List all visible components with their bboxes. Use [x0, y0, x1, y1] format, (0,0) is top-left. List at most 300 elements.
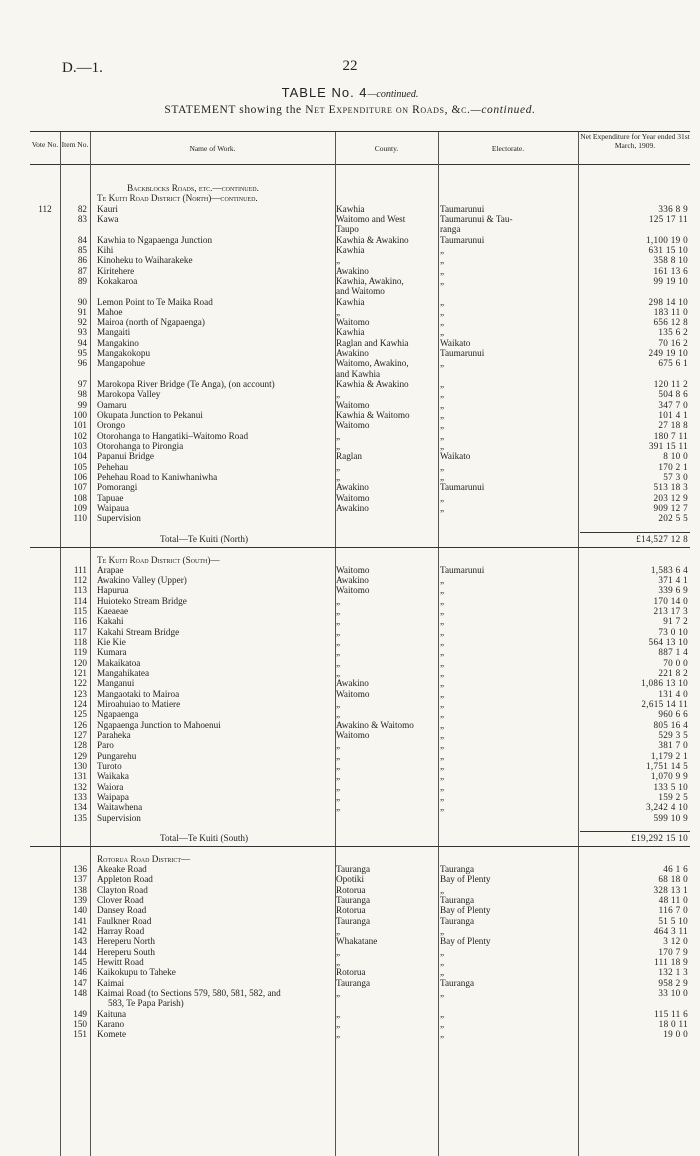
column-header-county: County.: [374, 144, 399, 153]
county-cell: and Waitomo: [336, 286, 385, 297]
table-row: [30, 462, 690, 472]
amount-cell: 1,086 13 10: [641, 678, 688, 689]
county-cell: Rotorua: [336, 967, 366, 978]
amount-cell: 135 6 2: [658, 327, 688, 338]
statement-continued: —continued.: [470, 104, 536, 116]
county-cell: Opotiki: [336, 874, 365, 885]
electorate-cell: „: [440, 461, 445, 472]
amount-cell: 464 3 11: [653, 926, 688, 937]
amount-cell: 564 13 10: [648, 637, 688, 648]
work-name: Komete: [97, 1029, 127, 1040]
table-row: [30, 864, 690, 874]
county-cell: Kawhia: [336, 327, 365, 338]
county-cell: „: [336, 1029, 341, 1040]
electorate-cell: „: [440, 926, 445, 937]
county-cell: Rotorua: [336, 884, 366, 895]
table-row: [30, 389, 690, 399]
county-cell: „: [336, 987, 341, 998]
electorate-cell: „: [440, 471, 445, 482]
item-number: 141: [73, 915, 87, 926]
work-name: Kakahi: [97, 616, 124, 627]
electorate-cell: „: [440, 255, 445, 266]
table-row: [30, 214, 690, 224]
county-cell: „: [336, 791, 341, 802]
amount-cell: 2,615 14 11: [641, 699, 688, 709]
work-name: Manganui: [97, 678, 135, 689]
table-row: [30, 678, 690, 688]
county-cell: Rotorua: [336, 905, 366, 916]
work-name: Hereperu South: [97, 946, 155, 957]
electorate-cell: Waikato: [440, 337, 471, 348]
electorate-cell: „: [440, 678, 445, 689]
work-name: Kaeaeae: [97, 606, 129, 617]
county-cell: „: [336, 657, 341, 668]
item-number: 111: [73, 564, 87, 575]
electorate-cell: „: [440, 585, 445, 596]
electorate-cell: „: [440, 492, 445, 503]
item-number: 91: [77, 306, 87, 317]
section-heading-row: [30, 854, 690, 864]
county-cell: Kawhia: [336, 203, 365, 214]
county-cell: „: [336, 1018, 341, 1029]
amount-cell: 111 18 9: [654, 957, 688, 967]
work-name: Paraheka: [97, 729, 131, 740]
work-name: Kumara: [97, 647, 127, 658]
amount-cell: 960 6 6: [658, 709, 688, 720]
amount-cell: 887 1 4: [658, 647, 688, 658]
table-row: [30, 843, 690, 853]
table-row: [30, 947, 690, 957]
amount-cell: 347 7 0: [658, 399, 688, 410]
item-number: 136: [73, 864, 87, 875]
work-name: Pungarehu: [97, 750, 137, 761]
work-name: Mangakino: [97, 337, 139, 348]
electorate-cell: Tauranga: [440, 895, 475, 906]
item-number: 125: [73, 709, 87, 720]
amount-cell: 656 12 8: [653, 317, 688, 328]
work-name: Waipaua: [97, 502, 129, 513]
work-name: Tapuae: [97, 492, 124, 503]
table-row: [30, 905, 690, 915]
item-number: 90: [77, 296, 87, 307]
work-name: Turoto: [97, 760, 122, 771]
work-name: Arapae: [97, 564, 124, 575]
electorate-cell: „: [440, 1018, 445, 1029]
item-number: 85: [77, 244, 87, 255]
table-row: [30, 730, 690, 740]
county-cell: Raglan and Kawhia: [336, 337, 409, 348]
table-title-continued: —continued.: [367, 89, 419, 100]
table-row: [30, 978, 690, 988]
work-name: Oamaru: [97, 399, 127, 410]
amount-cell: 133 5 10: [653, 781, 688, 792]
item-number: 84: [77, 234, 87, 245]
work-name: Hewitt Road: [97, 957, 144, 967]
table-row: [30, 926, 690, 936]
table-row: [30, 637, 690, 647]
item-number: 147: [73, 977, 87, 988]
county-cell: „: [336, 637, 341, 648]
work-name: Otorohanga to Pirongia: [97, 441, 184, 451]
amount-cell: 101 4 1: [658, 410, 688, 421]
table-row: [30, 317, 690, 327]
table-title: [0, 85, 700, 100]
amount-cell: 120 11 2: [653, 379, 688, 390]
work-name: Pehehau: [97, 461, 129, 472]
section-heading-row: [30, 193, 690, 203]
work-name: 583, Te Papa Parish): [108, 998, 184, 1009]
county-cell: Waitomo: [336, 420, 370, 431]
section-heading: Rotorua Road District—: [97, 853, 191, 864]
total-label: Total—Te Kuiti (North): [160, 533, 249, 544]
section-heading: Te Kuiti Road District (South)—: [97, 554, 220, 565]
item-number: 87: [77, 265, 87, 276]
amount-cell: 958 2 9: [658, 977, 688, 988]
work-name: Okupata Junction to Pekanui: [97, 410, 203, 421]
electorate-cell: „: [440, 699, 445, 709]
table-row: [30, 709, 690, 719]
item-number: 148: [73, 987, 87, 998]
table-row: [30, 235, 690, 245]
county-cell: „: [336, 389, 341, 400]
item-number: 121: [73, 668, 87, 679]
electorate-cell: „: [440, 1029, 445, 1040]
column-header-vote: Vote No.: [31, 140, 59, 149]
item-number: 149: [73, 1008, 87, 1019]
electorate-cell: „: [440, 420, 445, 431]
table-row: [30, 792, 690, 802]
item-number: 105: [73, 461, 87, 472]
county-cell: Awakino: [336, 502, 369, 513]
amount-cell: 91 7 2: [663, 616, 688, 627]
work-name: Kinoheku to Waiharakeke: [97, 255, 193, 266]
item-number: 110: [73, 513, 87, 524]
work-name: Kaimai Road (to Sections 579, 580, 581, 582, and: [97, 987, 281, 998]
electorate-cell: „: [440, 626, 445, 637]
electorate-cell: „: [440, 399, 445, 410]
statement-prefix: STATEMENT showing the: [164, 104, 302, 116]
total-row: [30, 833, 690, 843]
amount-cell: 180 7 11: [653, 430, 688, 441]
work-name: Otorohanga to Hangatiki–Waitomo Road: [97, 430, 249, 441]
work-name: Kawhia to Ngapaenga Junction: [97, 234, 213, 245]
item-number: 129: [73, 750, 87, 761]
electorate-cell: „: [440, 967, 445, 978]
county-cell: Tauranga: [336, 977, 371, 988]
county-cell: Taupo: [336, 224, 359, 235]
section-heading: Backblocks Roads, etc.—continued.: [127, 183, 259, 193]
county-cell: Waitomo: [336, 585, 370, 596]
column-header-name: Name of Work.: [189, 144, 236, 153]
item-number: 151: [73, 1029, 87, 1040]
county-cell: „: [336, 760, 341, 771]
table-row: [30, 276, 690, 286]
item-number: 137: [73, 874, 87, 885]
table-row: [30, 771, 690, 781]
table-row: [30, 761, 690, 771]
table-row: [30, 297, 690, 307]
work-name: Makaikatoa: [97, 657, 141, 668]
work-name: Awakino Valley (Upper): [97, 575, 187, 586]
item-number: 104: [73, 451, 87, 462]
county-cell: Kawhia: [336, 296, 365, 307]
work-name: Karano: [97, 1018, 125, 1029]
item-number: 120: [73, 657, 87, 668]
amount-cell: 170 14 0: [653, 595, 688, 606]
work-name: Kiritehere: [97, 265, 135, 276]
table-row: [30, 751, 690, 761]
amount-cell: 70 16 2: [658, 337, 688, 348]
electorate-cell: Taumarunui: [440, 348, 485, 359]
work-name: Waipapa: [97, 791, 129, 802]
electorate-cell: „: [440, 884, 445, 895]
electorate-cell: „: [440, 657, 445, 668]
table-row: [30, 1029, 690, 1039]
table-row: [30, 967, 690, 977]
electorate-cell: ranga: [440, 224, 461, 235]
electorate-cell: „: [440, 740, 445, 751]
county-cell: „: [336, 626, 341, 637]
county-cell: Kawhia & Waitomo: [336, 410, 410, 421]
work-name: Marokopa River Bridge (Te Anga), (on account): [97, 379, 275, 390]
item-number: 106: [73, 471, 87, 482]
electorate-cell: Taumarunui: [440, 564, 485, 575]
county-cell: „: [336, 740, 341, 751]
total-label: Total—Te Kuiti (South): [160, 833, 249, 844]
section-heading-row: [30, 183, 690, 193]
table-row: [30, 658, 690, 668]
amount-cell: 358 8 10: [653, 255, 688, 266]
county-cell: Waitomo and West: [336, 213, 406, 224]
item-number: 100: [73, 410, 87, 421]
table-row: [30, 998, 690, 1008]
total-amount: £19,292 15 10: [631, 833, 688, 844]
item-number: 83: [77, 213, 87, 224]
county-cell: „: [336, 946, 341, 957]
item-number: 113: [73, 585, 87, 596]
table-row: [30, 988, 690, 998]
table-row: [30, 616, 690, 626]
amount-cell: 57 3 0: [663, 471, 688, 482]
item-number: 93: [77, 327, 87, 338]
county-cell: „: [336, 441, 341, 451]
total-row: [30, 534, 690, 544]
amount-cell: 381 7 0: [658, 740, 688, 751]
page-number: 22: [342, 58, 358, 74]
amount-cell: 1,100 19 0: [645, 234, 688, 245]
electorate-cell: Taumarunui: [440, 234, 485, 245]
work-name: Dansey Road: [97, 905, 147, 916]
county-cell: „: [336, 461, 341, 472]
amount-cell: 298 14 10: [648, 296, 688, 307]
amount-cell: 170 7 9: [658, 946, 688, 957]
electorate-cell: „: [440, 637, 445, 648]
amount-cell: 33 10 0: [658, 987, 688, 998]
amount-cell: 675 6 1: [658, 358, 688, 369]
amount-cell: 8 10 0: [663, 451, 688, 462]
item-number: 97: [77, 379, 87, 390]
county-cell: Tauranga: [336, 864, 371, 875]
work-name: Clayton Road: [97, 884, 148, 895]
amount-cell: 19 0 0: [663, 1029, 688, 1040]
amount-cell: 3 12 0: [663, 936, 688, 947]
electorate-cell: Tauranga: [440, 915, 475, 926]
county-cell: „: [336, 699, 341, 709]
work-name: Kokakaroa: [97, 275, 138, 286]
table-row: [30, 740, 690, 750]
amount-cell: 529 3 5: [658, 729, 688, 740]
county-cell: Tauranga: [336, 895, 371, 906]
work-name: Kihi: [97, 244, 114, 255]
item-number: 138: [73, 884, 87, 895]
item-number: 86: [77, 255, 87, 266]
county-cell: Waitomo, Awakino,: [336, 358, 409, 369]
item-number: 144: [73, 946, 87, 957]
column-header-electorate: Electorate.: [491, 144, 525, 153]
electorate-cell: „: [440, 647, 445, 658]
item-number: 92: [77, 317, 87, 328]
county-cell: „: [336, 430, 341, 441]
table-row: [30, 668, 690, 678]
table-row: [30, 307, 690, 317]
item-number: 112: [73, 575, 87, 586]
total-amount: £14,527 12 8: [636, 533, 688, 544]
statement-title: [0, 104, 700, 116]
total-rule: [580, 532, 690, 533]
county-cell: „: [336, 781, 341, 792]
table-row: [30, 348, 690, 358]
electorate-cell: „: [440, 379, 445, 390]
amount-cell: 1,070 9 9: [650, 771, 688, 782]
amount-cell: 3,242 4 10: [645, 802, 688, 813]
work-name: Hapurua: [97, 585, 129, 596]
item-number: 123: [73, 688, 87, 699]
electorate-cell: „: [440, 616, 445, 627]
work-name: Kaituna: [97, 1008, 127, 1019]
item-number: 133: [73, 791, 87, 802]
county-cell: Awakino: [336, 265, 369, 276]
work-name: Mairoa (north of Ngapaenga): [97, 317, 205, 328]
county-cell: Whakatane: [336, 936, 378, 947]
county-cell: Kawhia, Awakino,: [336, 275, 404, 286]
item-number: 134: [73, 802, 87, 813]
amount-cell: 339 6 9: [658, 585, 688, 596]
table-row: [30, 565, 690, 575]
county-cell: Waitomo: [336, 492, 370, 503]
section-heading: Te Kuiti Road District (North)—continued.: [97, 193, 258, 204]
amount-cell: 131 4 0: [658, 688, 688, 699]
table-row: [30, 606, 690, 616]
county-cell: „: [336, 709, 341, 720]
county-cell: Raglan: [336, 451, 363, 462]
table-row: [30, 493, 690, 503]
work-name: Mangahikatea: [97, 668, 150, 679]
electorate-cell: „: [440, 244, 445, 255]
amount-cell: 336 8 9: [658, 203, 688, 214]
work-name: Kaimai: [97, 977, 125, 988]
amount-cell: 161 13 6: [653, 265, 688, 276]
amount-cell: 170 2 1: [658, 461, 688, 472]
table-row: [30, 379, 690, 389]
amount-cell: 27 18 8: [658, 420, 688, 431]
electorate-cell: „: [440, 595, 445, 606]
work-name: Kakahi Stream Bridge: [97, 626, 180, 637]
item-number: 145: [73, 957, 87, 967]
table-row: [30, 286, 690, 296]
work-name: Akeake Road: [97, 864, 147, 875]
electorate-cell: „: [440, 781, 445, 792]
electorate-cell: Bay of Plenty: [440, 936, 491, 947]
item-number: 108: [73, 492, 87, 503]
work-name: Supervision: [97, 513, 141, 524]
item-number: 150: [73, 1018, 87, 1029]
county-cell: Kawhia: [336, 244, 365, 255]
total-rule: [580, 831, 690, 832]
table-row: [30, 369, 690, 379]
table-row: [30, 482, 690, 492]
item-number: 107: [73, 482, 87, 493]
county-cell: Waitomo: [336, 688, 370, 699]
work-name: Lemon Point to Te Maika Road: [97, 296, 213, 307]
amount-cell: 202 5 5: [658, 513, 688, 524]
item-number: 99: [77, 399, 87, 410]
county-cell: „: [336, 647, 341, 658]
table-row: [30, 266, 690, 276]
work-name: Mangaiti: [97, 327, 131, 338]
statement-subject: Net Expenditure on Roads, &c.: [305, 104, 471, 116]
electorate-cell: „: [440, 317, 445, 328]
amount-cell: 1,179 2 1: [650, 750, 688, 761]
table-row: [30, 647, 690, 657]
county-cell: Awakino: [336, 575, 369, 586]
item-number: 135: [73, 812, 87, 823]
table-row: [30, 596, 690, 606]
county-cell: Tauranga: [336, 915, 371, 926]
county-cell: „: [336, 595, 341, 606]
item-number: 128: [73, 740, 87, 751]
electorate-cell: „: [440, 502, 445, 513]
work-name: Kawa: [97, 213, 119, 224]
electorate-cell: Bay of Plenty: [440, 874, 491, 885]
work-name: Mangakokopu: [97, 348, 151, 359]
item-number: 95: [77, 348, 87, 359]
electorate-cell: „: [440, 791, 445, 802]
work-name: Kaikokupu to Taheke: [97, 967, 176, 978]
electorate-cell: „: [440, 709, 445, 720]
county-cell: „: [336, 802, 341, 813]
county-cell: Kawhia & Awakino: [336, 379, 409, 390]
table-row: [30, 441, 690, 451]
item-number: 116: [73, 616, 87, 627]
table-row: [30, 1009, 690, 1019]
electorate-cell: „: [440, 688, 445, 699]
electorate-cell: Bay of Plenty: [440, 905, 491, 916]
table-row: [30, 782, 690, 792]
electorate-cell: Tauranga: [440, 977, 475, 988]
table-row: [30, 338, 690, 348]
work-name: Miroahuiao to Matiere: [97, 699, 181, 709]
vote-number: 112: [38, 203, 52, 214]
electorate-cell: „: [440, 719, 445, 730]
amount-cell: 51 5 10: [658, 915, 688, 926]
amount-cell: 504 8 6: [658, 389, 688, 400]
table-row: [30, 420, 690, 430]
table-row: [30, 1019, 690, 1029]
amount-cell: 73 0 10: [658, 626, 688, 637]
electorate-cell: Taumarunui & Tau-: [440, 213, 513, 224]
amount-cell: 1,751 14 5: [645, 760, 688, 771]
county-cell: „: [336, 606, 341, 617]
